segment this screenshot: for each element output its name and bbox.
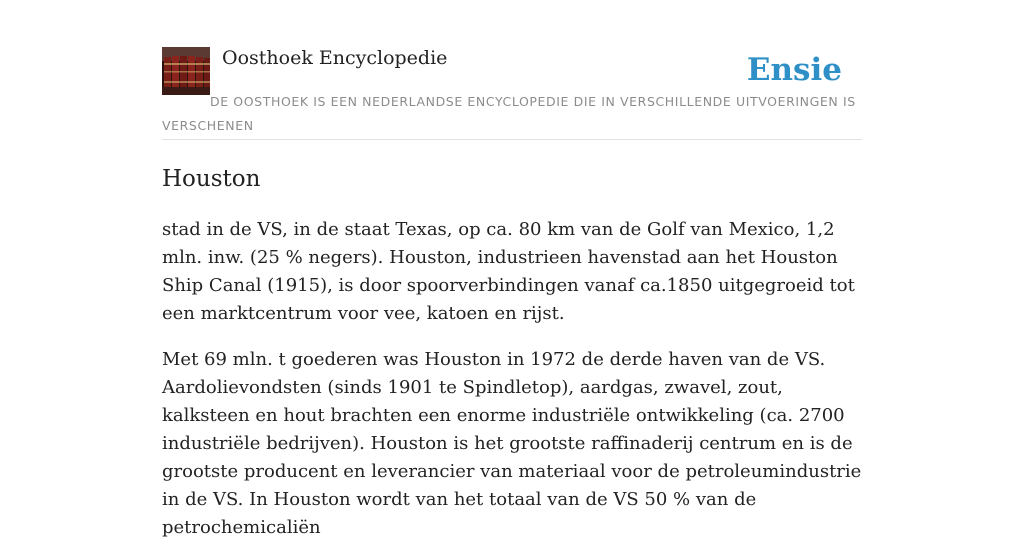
encyclopedia-books-avatar[interactable] [162,47,210,95]
books-icon [162,47,210,95]
article-body [162,216,862,560]
article-title: Houston [162,166,261,192]
header-divider [162,139,862,140]
article-paragraph: stad in de VS, in de staat Texas, op ca. 80 km van de Golf van Mexico, 1,2 mln. inw. (25 % negers). Houston, industrieen havenstad aan het Houston Ship Canal (1915), is door spoorverbindingen vanaf ca.1850 uitgegroeid tot een marktcentrum voor vee, katoen en rijst. [162,219,855,324]
site-tagline: DE OOSTHOEK IS EEN NEDERLANDSE ENCYCLOPEDIE DIE IN VERSCHILLENDE UITVOERINGEN IS VERSCHENEN [162,94,856,133]
brand-logo[interactable]: Ensie [746,52,842,88]
site-name[interactable]: Oosthoek Encyclopedie [222,47,448,69]
article-paragraph: Met 69 mln. t goederen was Houston in 1972 de derde haven van de VS. Aardolievondsten (sinds 1901 te Spindletop), aardgas, zwavel, zout, kalksteen en hout brachten een enorme industriële ontwikkeling (ca. 2700 industriële bedrijven). Houston is het grootste raffinaderij centrum en is de grootste producent en leverancier van materiaal voor de petroleumindustrie in de VS. In Houston wordt van het totaal van de VS 50 % van de petrochemicaliën [162,349,862,538]
